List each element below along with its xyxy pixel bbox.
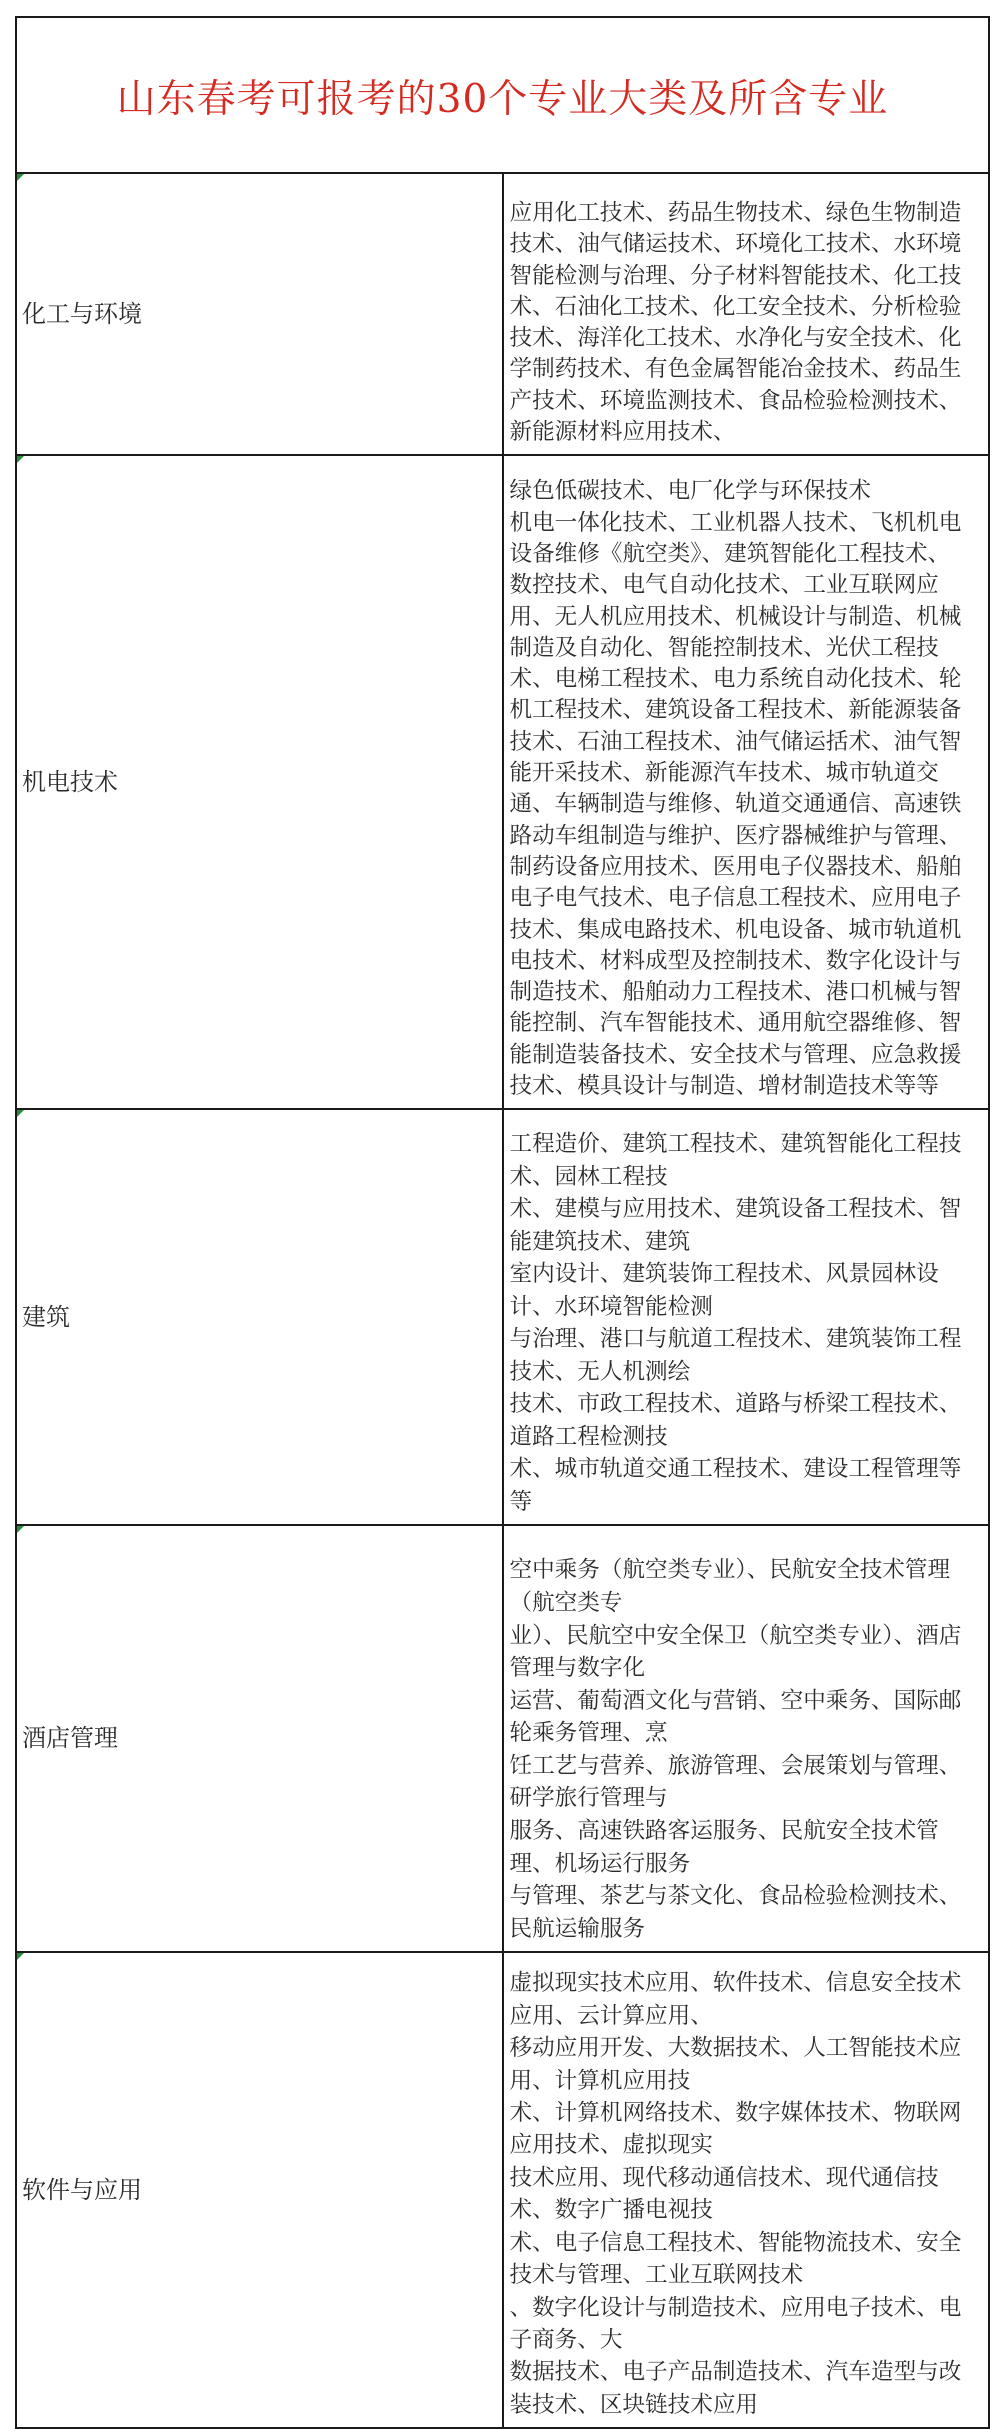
category-majors-cell [503, 1525, 990, 1952]
category-name: 酒店管理 [16, 1525, 503, 1952]
category-majors: 空中乘务（航空类专业）、民航安全技术管理（航空类专 业）、民航空中安全保卫（航空类专业）、酒店管理与数字化 运营、葡萄酒文化与营销、空中乘务、国际邮轮乘务管理、烹 饪工艺与营养、旅游管理、会展策划与管理、研学旅行管理与 服务、高速铁路客运服务、民航安全技术管理、机场运行服务 与管理、茶艺与茶文化、食品检验检测技术、民航运输服务 [509, 1557, 962, 1942]
category-majors: 虚拟现实技术应用、软件技术、信息安全技术应用、云计算应用、 移动应用开发、大数据技术、人工智能技术应用、计算机应用技 术、计算机网络技术、数字媒体技术、物联网应用技术、虚拟现实 技术应用、现代移动通信技术、现代通信技术、数字广播电视技 术、电子信息工程技术、智能物流技术、安全技术与管理、工业互联网技术 、数字化设计与制造技术、应用电子技术、电子商务、大 数据技术、电子产品制造技术、汽车造型与改装技术、区块链技术应用 [509, 1970, 962, 2418]
category-majors-cell [503, 173, 990, 455]
page-title: 山东春考可报考的30个专业大类及所含专业 [116, 76, 889, 122]
majors-table [15, 16, 990, 2429]
category-majors-cell [503, 455, 990, 1109]
category-majors: 绿色低碳技术、电厂化学与环保技术 机电一体化技术、工业机器人技术、飞机机电设备维修《航空类》、建筑智能化工程技术、数控技术、电气自动化技术、工业互联网应用、无人机应用技术、机械设计与制造、机械制造及自动化、智能控制技术、光伏工程技术、电梯工程技术、电力系统自动化技术、轮机工程技术、建筑设备工程技术、新能源装备技术、石油工程技术、油气储运括术、油气智能开采技术、新能源汽车技术、城市轨道交通、车辆制造与维修、轨道交通通信、高速铁路动车组制造与维护、医疗器械维护与管理、制药设备应用技术、医用电子仪器技术、船舶电子电气技术、电子信息工程技术、应用电子技术、集成电路技术、机电设备、城市轨道机电技术、材料成型及控制技术、数字化设计与制造技术、船舶动力工程技术、港口机械与智能控制、汽车智能技术、通用航空器维修、智能制造装备技术、安全技术与管理、应急救援技术、模具设计与制造、增材制造技术等等 [509, 478, 962, 1100]
table-row [16, 1109, 989, 1525]
title-cell [16, 17, 989, 173]
category-name: 化工与环境 [16, 173, 503, 455]
category-name: 软件与应用 [16, 1952, 503, 2428]
table-row [16, 173, 989, 455]
category-majors: 工程造价、建筑工程技术、建筑智能化工程技术、园林工程技 术、建模与应用技术、建筑设备工程技术、智能建筑技术、建筑 室内设计、建筑装饰工程技术、风景园林设计、水环境智能检测 与治理、港口与航道工程技术、建筑装饰工程技术、无人机测绘 技术、市政工程技术、道路与桥梁工程技术、道路工程检测技 术、城市轨道交通工程技术、建设工程管理等等 [509, 1131, 962, 1515]
category-majors: 应用化工技术、药品生物技术、绿色生物制造技术、油气储运技术、环境化工技术、水环境智能检测与治理、分子材料智能技术、化工技术、石油化工技术、化工安全技术、分析检验技术、海洋化工技术、水净化与安全技术、化学制药技术、有色金属智能冶金技术、药品生产技术、环境监测技术、食品检验检测技术、新能源材料应用技术、 [509, 200, 962, 446]
category-majors-cell [503, 1952, 990, 2428]
category-name: 机电技术 [16, 455, 503, 1109]
table-row [16, 455, 989, 1109]
category-name: 建筑 [16, 1109, 503, 1525]
table-row [16, 1952, 989, 2428]
category-majors-cell [503, 1109, 990, 1525]
table-row [16, 1525, 989, 1952]
title-row [16, 17, 989, 173]
